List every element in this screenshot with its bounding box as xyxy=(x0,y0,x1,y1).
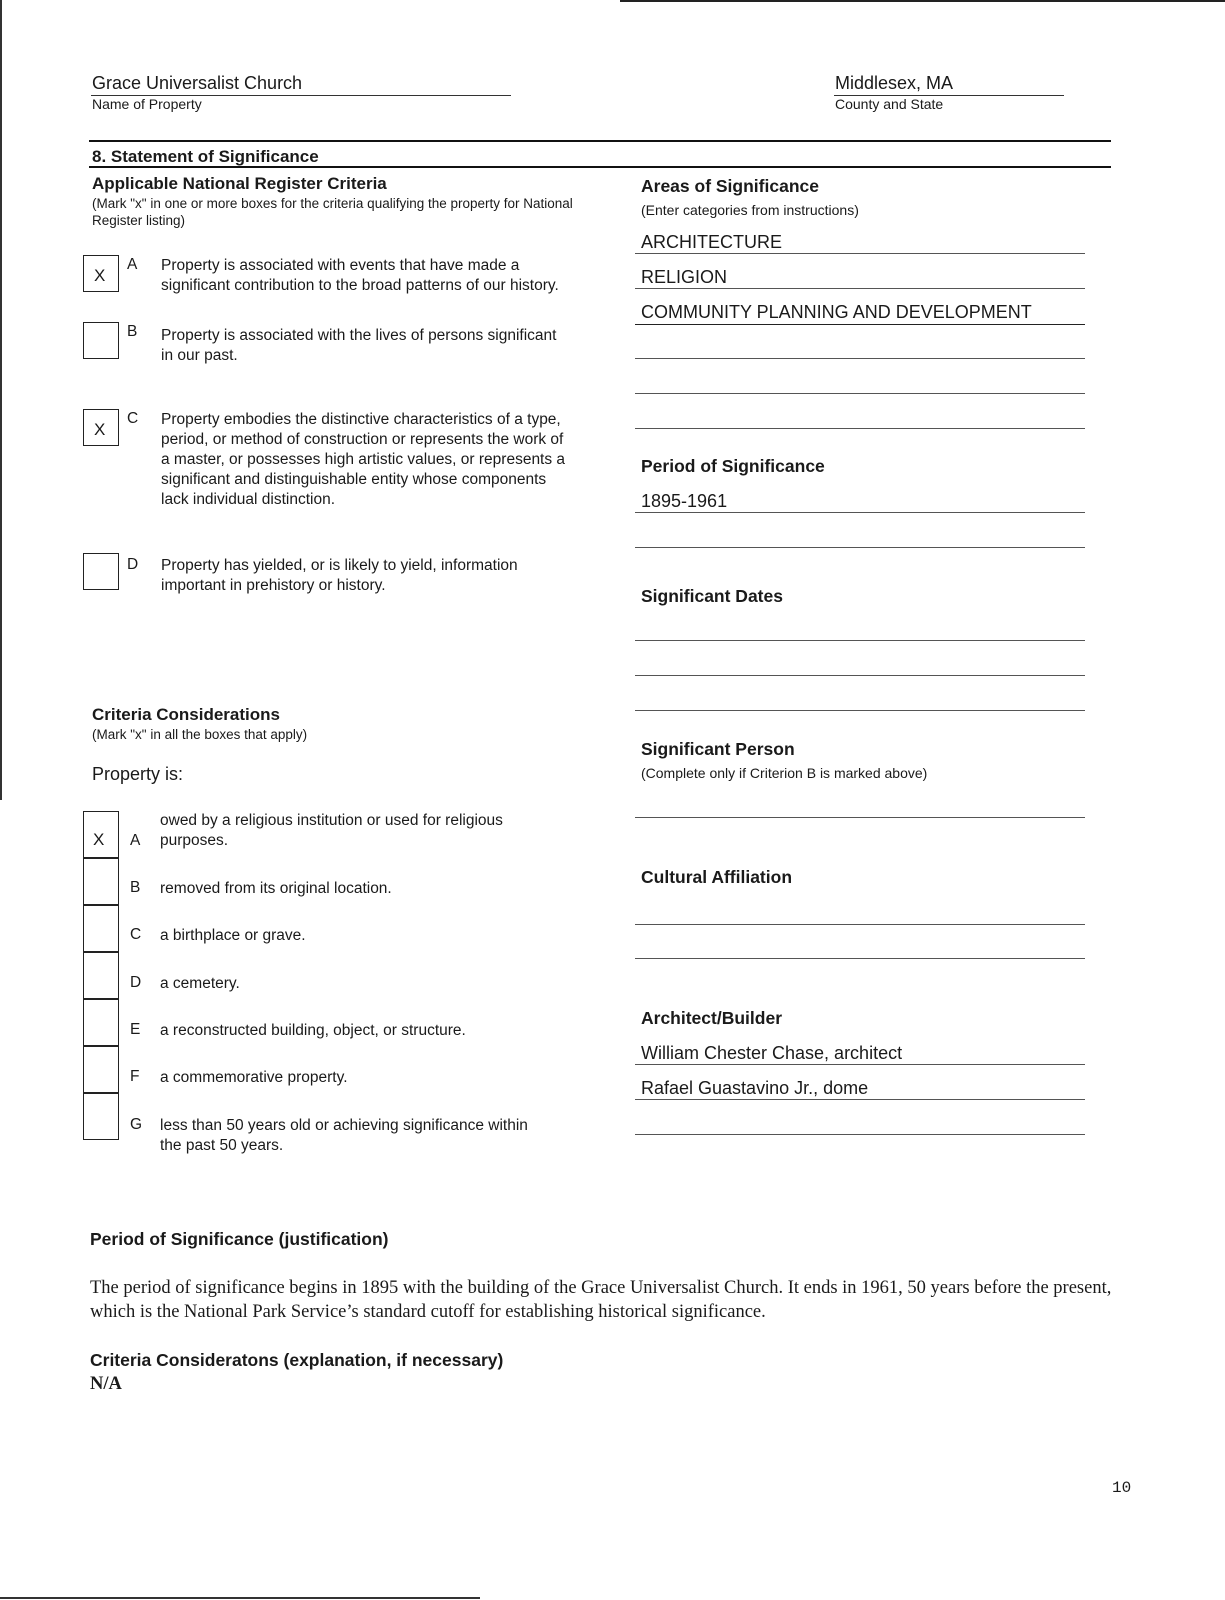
area-line-6 xyxy=(635,428,1085,429)
dates-line-1 xyxy=(635,640,1085,641)
period-value: 1895-1961 xyxy=(641,491,728,511)
consideration-c-text: a birthplace or grave. xyxy=(160,927,306,944)
page-number: 10 xyxy=(1112,1479,1132,1497)
area-line-3 xyxy=(635,324,1085,325)
consideration-d-text: a cemetery. xyxy=(160,975,240,992)
consideration-b-text: removed from its original location. xyxy=(160,880,392,897)
person-instruction: (Complete only if Criterion B is marked above) xyxy=(641,765,928,781)
consideration-c-checkbox[interactable] xyxy=(83,905,119,952)
consideration-f-letter: F xyxy=(130,1068,140,1085)
section-title: 8. Statement of Significance xyxy=(92,147,319,166)
architect-line-3 xyxy=(635,1134,1085,1135)
county-state: Middlesex, MA xyxy=(835,73,954,93)
areas-heading: Areas of Significance xyxy=(641,176,819,196)
consideration-f-checkbox[interactable] xyxy=(83,1046,119,1093)
consideration-b-letter: B xyxy=(130,879,141,896)
criterion-a-mark: X xyxy=(94,266,106,285)
consideration-g-checkbox[interactable] xyxy=(83,1093,119,1140)
dates-line-3 xyxy=(635,710,1085,711)
scan-edge-left xyxy=(0,0,2,800)
cultural-line-2 xyxy=(635,958,1085,959)
area-line-4 xyxy=(635,358,1085,359)
consideration-g-text: less than 50 years old or achieving significance within the past 50 years. xyxy=(160,1117,528,1154)
period-line-2 xyxy=(635,547,1085,548)
consideration-e-checkbox[interactable] xyxy=(83,999,119,1046)
architect-value-1: William Chester Chase, architect xyxy=(641,1043,903,1063)
consideration-a-mark: X xyxy=(93,830,105,849)
property-is-label: Property is: xyxy=(92,764,184,784)
person-heading: Significant Person xyxy=(641,739,795,759)
cultural-heading: Cultural Affiliation xyxy=(641,867,793,887)
area-line-5 xyxy=(635,393,1085,394)
consideration-a-letter: A xyxy=(130,832,141,849)
criterion-a-text: Property is associated with events that have made a significant contribution to the broad patterns of our history. xyxy=(161,257,559,294)
criterion-a-letter: A xyxy=(127,256,138,273)
criterion-b-checkbox[interactable] xyxy=(83,322,119,359)
area-line-1 xyxy=(635,253,1085,254)
period-line-1 xyxy=(635,512,1085,513)
criteria-heading: Applicable National Register Criteria xyxy=(92,174,387,193)
criterion-d-letter: D xyxy=(127,556,139,573)
consideration-e-letter: E xyxy=(130,1021,141,1038)
property-name: Grace Universalist Church xyxy=(92,73,303,93)
consideration-d-checkbox[interactable] xyxy=(83,952,119,999)
consideration-c-letter: C xyxy=(130,926,142,943)
explanation-text: N/A xyxy=(90,1374,122,1394)
criteria-instruction: (Mark "x" in one or more boxes for the criteria qualifying the property for National Register listing) xyxy=(92,196,573,228)
section-top-rule xyxy=(89,140,1111,142)
justification-heading: Period of Significance (justification) xyxy=(90,1229,389,1249)
area-line-2 xyxy=(635,288,1085,289)
criterion-c-letter: C xyxy=(127,410,139,427)
consideration-g-letter: G xyxy=(130,1116,143,1133)
county-state-label: County and State xyxy=(835,96,944,112)
criterion-c-text: Property embodies the distinctive characteristics of a type, period, or method of construction or represents the work of a master, or possesses high artistic values, or represents a significant and distinguishable entity whose components lack individual distinction. xyxy=(161,411,566,508)
area-value-1: ARCHITECTURE xyxy=(641,232,783,252)
architect-heading: Architect/Builder xyxy=(641,1008,782,1028)
justification-text: The period of significance begins in 1895 with the building of the Grace Universalist Church. It ends in 1961, 50 years before the present, which is the National Park Service’s standard cutoff for establishing historical significance. xyxy=(90,1278,1112,1322)
considerations-heading: Criteria Considerations xyxy=(92,705,280,724)
consideration-a-checkbox[interactable] xyxy=(83,811,119,858)
criterion-b-letter: B xyxy=(127,323,138,340)
consideration-a-text: owed by a religious institution or used for religious purposes. xyxy=(160,812,503,849)
criterion-b-text: Property is associated with the lives of persons significant in our past. xyxy=(161,327,557,364)
cultural-line-1 xyxy=(635,924,1085,925)
criterion-d-checkbox[interactable] xyxy=(83,553,119,590)
consideration-e-text: a reconstructed building, object, or structure. xyxy=(160,1022,466,1039)
dates-heading: Significant Dates xyxy=(641,586,783,606)
architect-value-2: Rafael Guastavino Jr., dome xyxy=(641,1078,869,1098)
criterion-c-mark: X xyxy=(94,420,106,439)
architect-line-1 xyxy=(635,1064,1085,1065)
criterion-d-text: Property has yielded, or is likely to yield, information important in prehistory or history. xyxy=(161,557,518,594)
criterion-a-checkbox[interactable] xyxy=(83,255,119,292)
criterion-c-checkbox[interactable] xyxy=(83,409,119,446)
consideration-b-checkbox[interactable] xyxy=(83,858,119,905)
areas-instruction: (Enter categories from instructions) xyxy=(641,202,859,218)
section-bottom-rule xyxy=(89,166,1111,168)
area-value-3: COMMUNITY PLANNING AND DEVELOPMENT xyxy=(641,302,1032,322)
period-heading: Period of Significance xyxy=(641,456,825,476)
scan-edge-top xyxy=(620,0,1225,2)
area-value-2: RELIGION xyxy=(641,267,728,287)
property-name-label: Name of Property xyxy=(92,96,202,112)
explanation-heading: Criteria Consideratons (explanation, if necessary) xyxy=(90,1350,504,1370)
considerations-instruction: (Mark "x" in all the boxes that apply) xyxy=(92,727,308,742)
architect-line-2 xyxy=(635,1099,1085,1100)
scan-edge-bottom xyxy=(0,1597,480,1599)
person-line xyxy=(635,817,1085,818)
dates-line-2 xyxy=(635,675,1085,676)
consideration-f-text: a commemorative property. xyxy=(160,1069,348,1086)
consideration-d-letter: D xyxy=(130,974,142,991)
